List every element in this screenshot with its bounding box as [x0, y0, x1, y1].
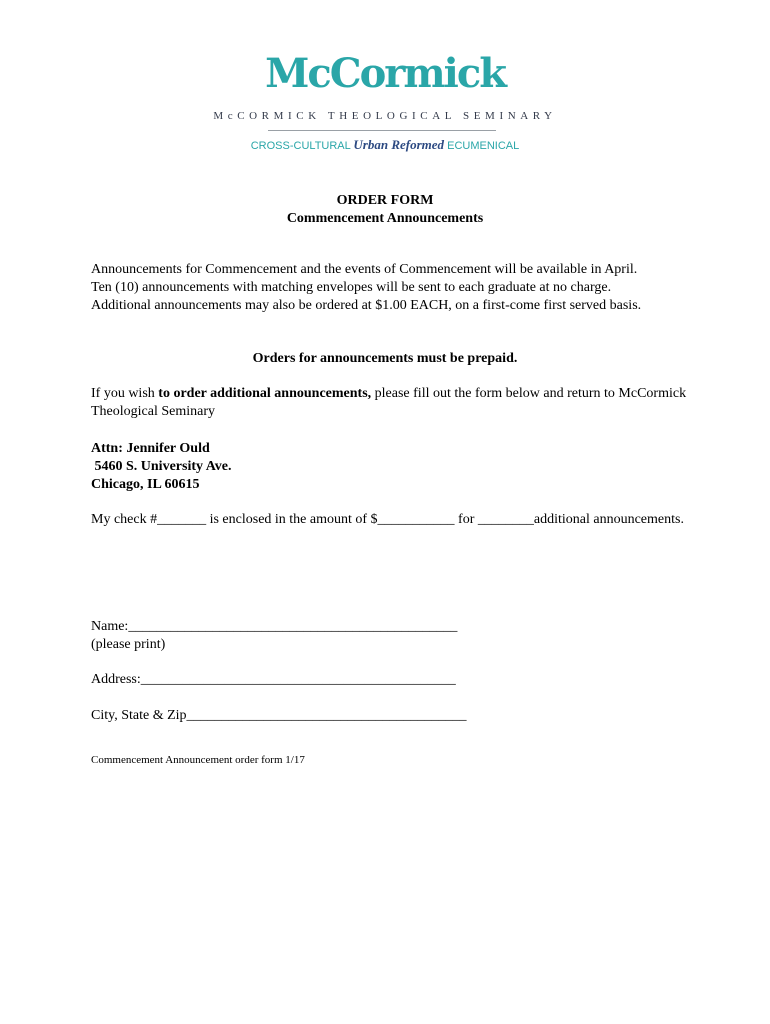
mccormick-logo [0, 50, 770, 160]
logo-divider [268, 130, 496, 131]
address-field: Address:_____________________________________________ [91, 672, 456, 687]
logo-wordmark: McCormick [265, 50, 505, 97]
intro-paragraph: Announcements for Commencement and the events of Commencement will be available in April. Ten (10) announcements with matching envelopes will be sent to each graduate at no charge. Additional announcements may also be ordered at $1.00 EACH, on a first-come first served basis. [91, 262, 642, 313]
tagline-ecumenical: ECUMENICAL [444, 140, 520, 152]
name-field-hint: (please print) [91, 637, 166, 652]
form-subtitle: Commencement Announcements [286, 211, 484, 226]
tagline-urban-reformed: Urban Reformed [353, 137, 445, 152]
check-amount-line: My check #_______ is enclosed in the amount of $___________ for ________additional announcements. [91, 512, 684, 527]
tagline-cross-cultural: CROSS-CULTURAL [250, 140, 354, 152]
form-title: ORDER FORM [336, 193, 434, 208]
instructions-bold: to order additional announcements, [158, 386, 372, 401]
mailing-address [91, 440, 691, 494]
logo-tagline [0, 137, 770, 154]
prepaid-notice: Orders for announcements must be prepaid. [252, 351, 518, 366]
instructions-paragraph [91, 385, 691, 421]
name-field [91, 618, 691, 654]
city-line: Chicago, IL 60615 [91, 477, 200, 492]
street-line: 5460 S. University Ave. [91, 459, 232, 474]
logo-seminary-name: McCORMICK THEOLOGICAL SEMINARY [213, 110, 557, 122]
attn-line: Attn: Jennifer Ould [91, 441, 210, 456]
instructions-post: please fill out the form below and return to McCormick Theological Seminary [91, 386, 687, 419]
name-field-label: Name:_______________________________________________ [91, 619, 458, 634]
form-footer: Commencement Announcement order form 1/17 [91, 754, 305, 766]
instructions-pre: If you wish [91, 386, 159, 401]
city-state-zip-field: City, State & Zip________________________________________ [91, 708, 467, 723]
